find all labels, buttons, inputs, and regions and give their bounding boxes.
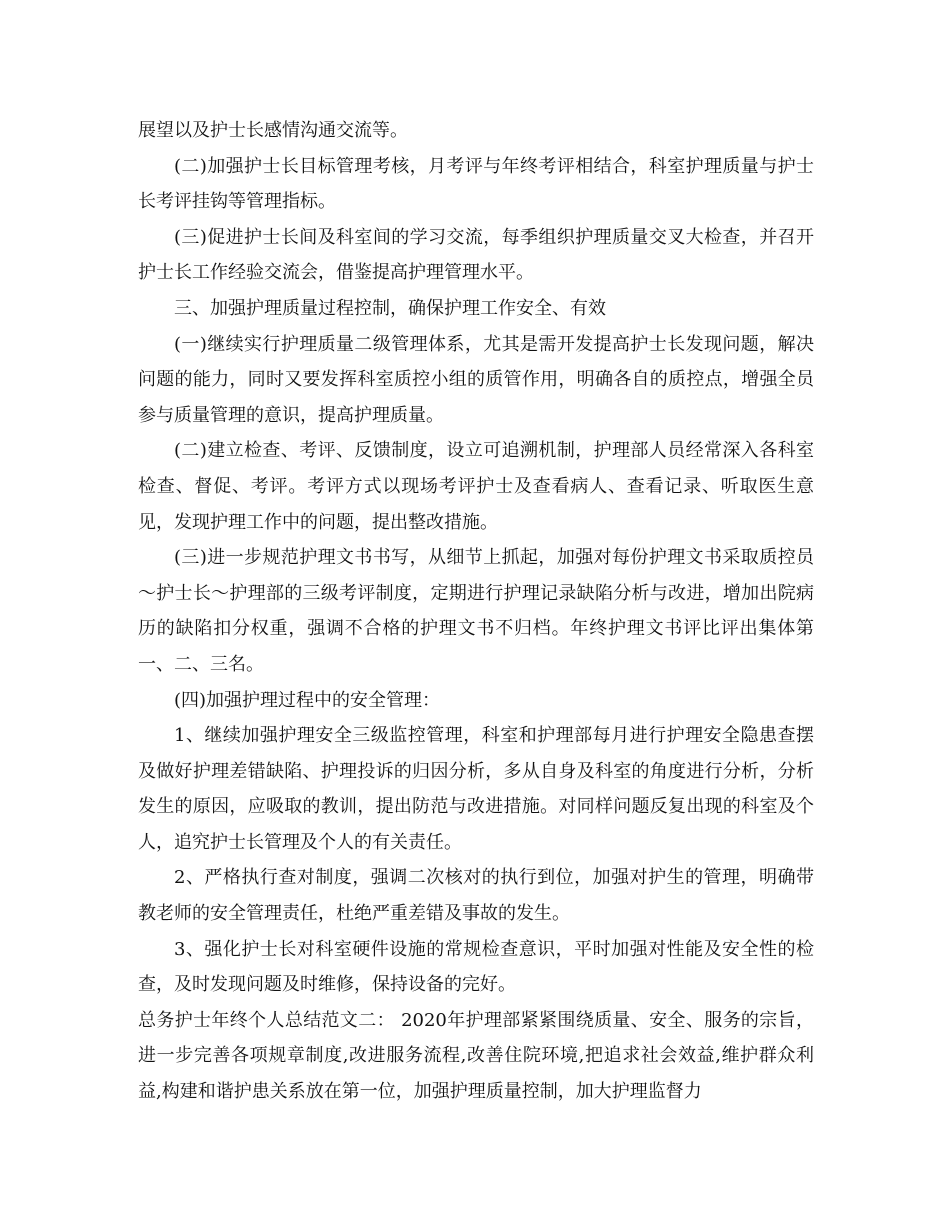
paragraph-11: 3、强化护士长对科室硬件设施的常规检查意识，平时加强对性能及安全性的检查，及时发现问题及时维修，保持设备的完好。 [138,938,814,996]
paragraph-9: 1、继续加强护理安全三级监控管理，科室和护理部每月进行护理安全隐患查摆及做好护理差错缺陷、护理投诉的归因分析，多从自身及科室的角度进行分析，分析发生的原因，应吸取的教训，提出防范与改进措施。对同样问题反复出现的科室及个人，追究护士长管理及个人的有关责任。 [138,725,814,853]
document-body [138,113,814,1110]
paragraph-3: (三)促进护士长间及科室间的学习交流，每季组织护理质量交叉大检查，并召开护士长工作经验交流会，借鉴提高护理管理水平。 [138,226,814,284]
paragraph-10: 2、严格执行查对制度，强调二次核对的执行到位，加强对护生的管理，明确带教老师的安全管理责任，杜绝严重差错及事故的发生。 [138,867,814,925]
paragraph-1: 展望以及护士长感情沟通交流等。 [138,120,408,141]
paragraph-8: (四)加强护理过程中的安全管理： [174,689,441,711]
paragraph-2: (二)加强护士长目标管理考核，月考评与年终考评相结合，科室护理质量与护士长考评挂钩等管理指标。 [138,155,814,213]
paragraph-12: 总务护士年终个人总结范文二： 2020年护理部紧紧围绕质量、安全、服务的宗旨，进一步完善各项规章制度,改进服务流程,改善住院环境,把追求社会效益,维护群众利益,构建和谐护患关系放在第一位，加强护理质量控制，加大护理监督力 [138,1009,814,1103]
paragraph-6: (二)建立检查、考评、反馈制度，设立可追溯机制，护理部人员经常深入各科室检查、督促、考评。考评方式以现场考评护士及查看病人、查看记录、听取医生意见，发现护理工作中的问题，提出整改措施。 [138,440,814,533]
section-heading-3: 三、加强护理质量过程控制，确保护理工作安全、有效 [174,297,606,319]
paragraph-7: (三)进一步规范护理文书书写，从细节上抓起，加强对每份护理文书采取质控员～护士长～护理部的三级考评制度，定期进行护理记录缺陷分析与改进，增加出院病历的缺陷扣分权重，强调不合格的护理文书不归档。年终护理文书评比评出集体第一、二、三名。 [138,547,814,675]
paragraph-5: (一)继续实行护理质量二级管理体系，尤其是需开发提高护士长发现问题，解决问题的能力，同时又要发挥科室质控小组的质管作用，明确各自的质控点，增强全员参与质量管理的意识，提高护理质量。 [138,333,814,426]
